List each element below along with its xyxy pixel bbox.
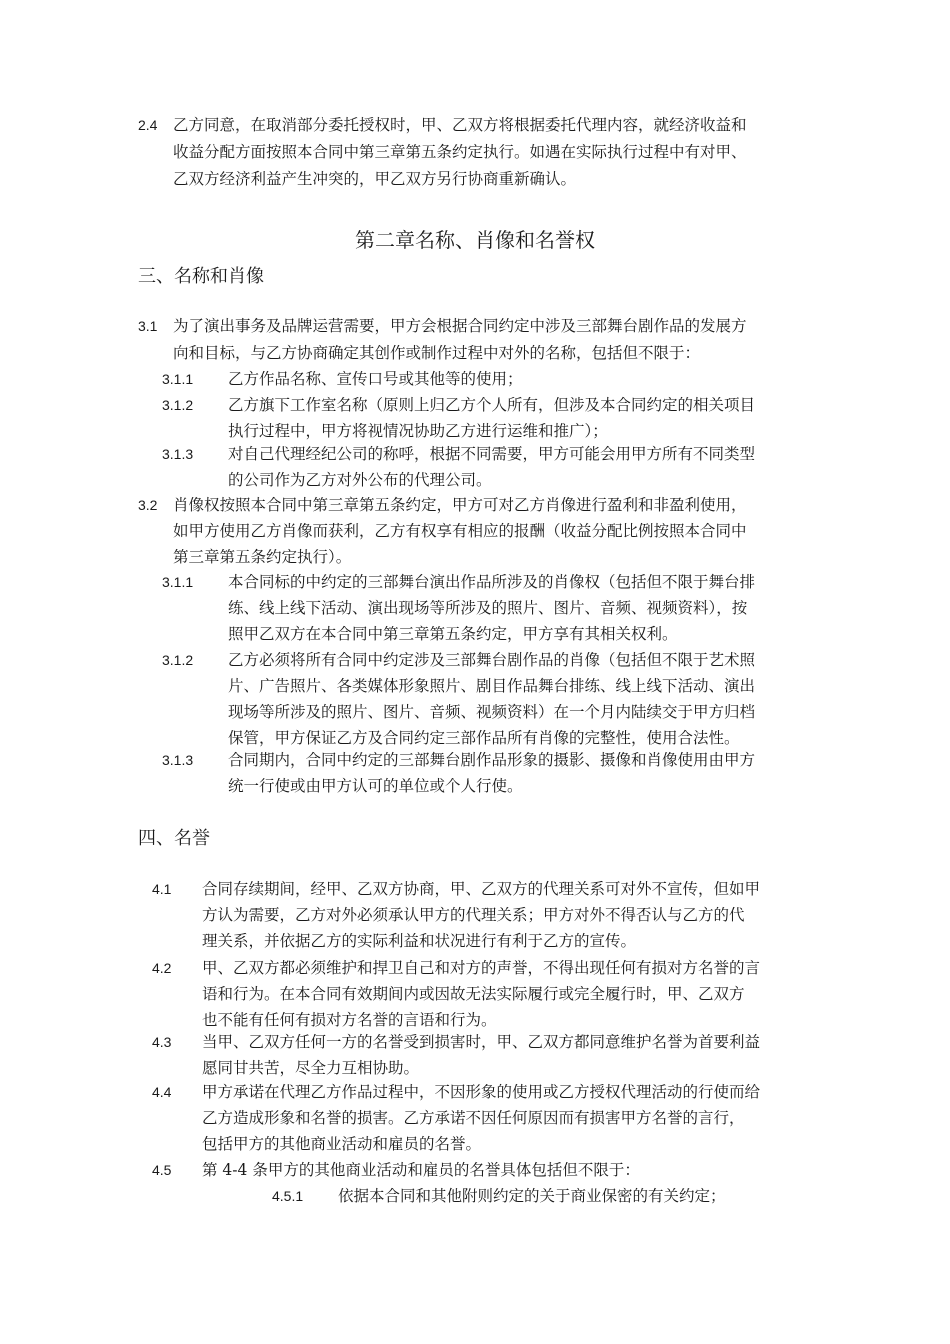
clause-line: 乙方作品名称、宣传口号或其他等的使用； <box>228 370 523 388</box>
clause-line: 本合同标的中约定的三部舞台演出作品所涉及的肖像权（包括但不限于舞台排 <box>228 573 756 591</box>
clause-line: 语和行为。在本合同有效期间内或因故无法实际履行或完全履行时，甲、乙双方 <box>202 985 745 1003</box>
clause-line: 乙方同意，在取消部分委托授权时，甲、乙双方将根据委托代理内容，就经济收益和 <box>173 116 747 134</box>
clause-line: 执行过程中，甲方将视情况协助乙方进行运维和推广）； <box>228 422 608 440</box>
clause-line: 第 4-4 条甲方的其他商业活动和雇员的名誉具体包括但不限于： <box>202 1161 640 1179</box>
clause-line: 肖像权按照本合同中第三章第五条约定，甲方可对乙方肖像进行盈利和非盈利使用， <box>173 496 747 514</box>
clause-line: 乙双方经济利益产生冲突的，甲乙双方另行协商重新确认。 <box>173 170 577 188</box>
clause-number: 4.4 <box>152 1084 172 1100</box>
clause-number: 3.2 <box>138 497 158 513</box>
clause-line: 练、线上线下活动、演出现场等所涉及的照片、图片、音频、视频资料），按 <box>228 599 748 617</box>
clause-line: 向和目标，与乙方协商确定其创作或制作过程中对外的名称，包括但不限于： <box>173 344 701 362</box>
chapter-title: 第二章名称、肖像和名誉权 <box>355 228 595 252</box>
clause-number: 3.1 <box>138 318 158 334</box>
clause-line: 统一行使或由甲方认可的单位或个人行使。 <box>228 777 523 795</box>
clause-line: 合同存续期间，经甲、乙双方协商，甲、乙双方的代理关系可对外不宣传，但如甲 <box>202 880 761 898</box>
clause-line: 愿同甘共苦，尽全力互相协助。 <box>202 1059 420 1077</box>
clause-line: 片、广告照片、各类媒体形象照片、剧目作品舞台排练、线上线下活动、演出 <box>228 677 756 695</box>
clause-line: 乙方必须将所有合同中约定涉及三部舞台剧作品的肖像（包括但不限于艺术照 <box>228 651 756 669</box>
clause-number: 3.1.2 <box>162 397 194 413</box>
clause-number: 3.1.3 <box>162 752 194 768</box>
clause-line: 方认为需要，乙方对外必须承认甲方的代理关系；甲方对外不得否认与乙方的代 <box>202 906 745 924</box>
clause-line: 的公司作为乙方对外公布的代理公司。 <box>228 471 492 489</box>
clause-number: 2.4 <box>138 117 158 133</box>
clause-line: 收益分配方面按照本合同中第三章第五条约定执行。如遇在实际执行过程中有对甲、 <box>173 143 747 161</box>
clause-line: 照甲乙双方在本合同中第三章第五条约定，甲方享有其相关权利。 <box>228 625 678 643</box>
clause-number: 3.1.1 <box>162 371 194 387</box>
clause-line: 乙方旗下工作室名称（原则上归乙方个人所有，但涉及本合同约定的相关项目 <box>228 396 756 414</box>
clause-line: 当甲、乙双方任何一方的名誉受到损害时，甲、乙双方都同意维护名誉为首要利益 <box>202 1033 761 1051</box>
clause-line: 理关系，并依据乙方的实际利益和状况进行有利于乙方的宣传。 <box>202 932 637 950</box>
clause-number: 3.1.1 <box>162 574 194 590</box>
clause-line: 依据本合同和其他附则约定的关于商业保密的有关约定； <box>338 1187 726 1205</box>
clause-line: 包括甲方的其他商业活动和雇员的名誉。 <box>202 1135 482 1153</box>
section-3-title: 三、名称和肖像 <box>138 266 264 287</box>
clause-line: 甲方承诺在代理乙方作品过程中，不因形象的使用或乙方授权代理活动的行使而给 <box>202 1083 761 1101</box>
clause-line: 也不能有任何有损对方名誉的言语和行为。 <box>202 1011 497 1029</box>
clause-line: 为了演出事务及品牌运营需要，甲方会根据合同约定中涉及三部舞台剧作品的发展方 <box>173 317 747 335</box>
clause-line: 保管，甲方保证乙方及合同约定三部作品所有肖像的完整性，使用合法性。 <box>228 729 740 747</box>
clause-number: 4.1 <box>152 881 172 897</box>
clause-number: 3.1.3 <box>162 446 194 462</box>
clause-line: 如甲方使用乙方肖像而获利，乙方有权享有相应的报酬（收益分配比例按照本合同中 <box>173 522 747 540</box>
clause-line: 乙方造成形象和名誉的损害。乙方承诺不因任何原因而有损害甲方名誉的言行， <box>202 1109 745 1127</box>
clause-number: 4.2 <box>152 960 172 976</box>
clause-number: 4.5 <box>152 1162 172 1178</box>
clause-number: 3.1.2 <box>162 652 194 668</box>
section-4-title: 四、名誉 <box>138 828 210 849</box>
clause-number: 4.3 <box>152 1034 172 1050</box>
clause-line: 甲、乙双方都必须维护和捍卫自己和对方的声誉，不得出现任何有损对方名誉的言 <box>202 959 761 977</box>
clause-number: 4.5.1 <box>272 1188 304 1204</box>
clause-line: 现场等所涉及的照片、图片、音频、视频资料）在一个月内陆续交于甲方归档 <box>228 703 756 721</box>
clause-line: 对自己代理经纪公司的称呼，根据不同需要，甲方可能会用甲方所有不同类型 <box>228 445 756 463</box>
clause-line: 第三章第五条约定执行）。 <box>173 548 352 566</box>
clause-line: 合同期内，合同中约定的三部舞台剧作品形象的摄影、摄像和肖像使用由甲方 <box>228 751 756 769</box>
